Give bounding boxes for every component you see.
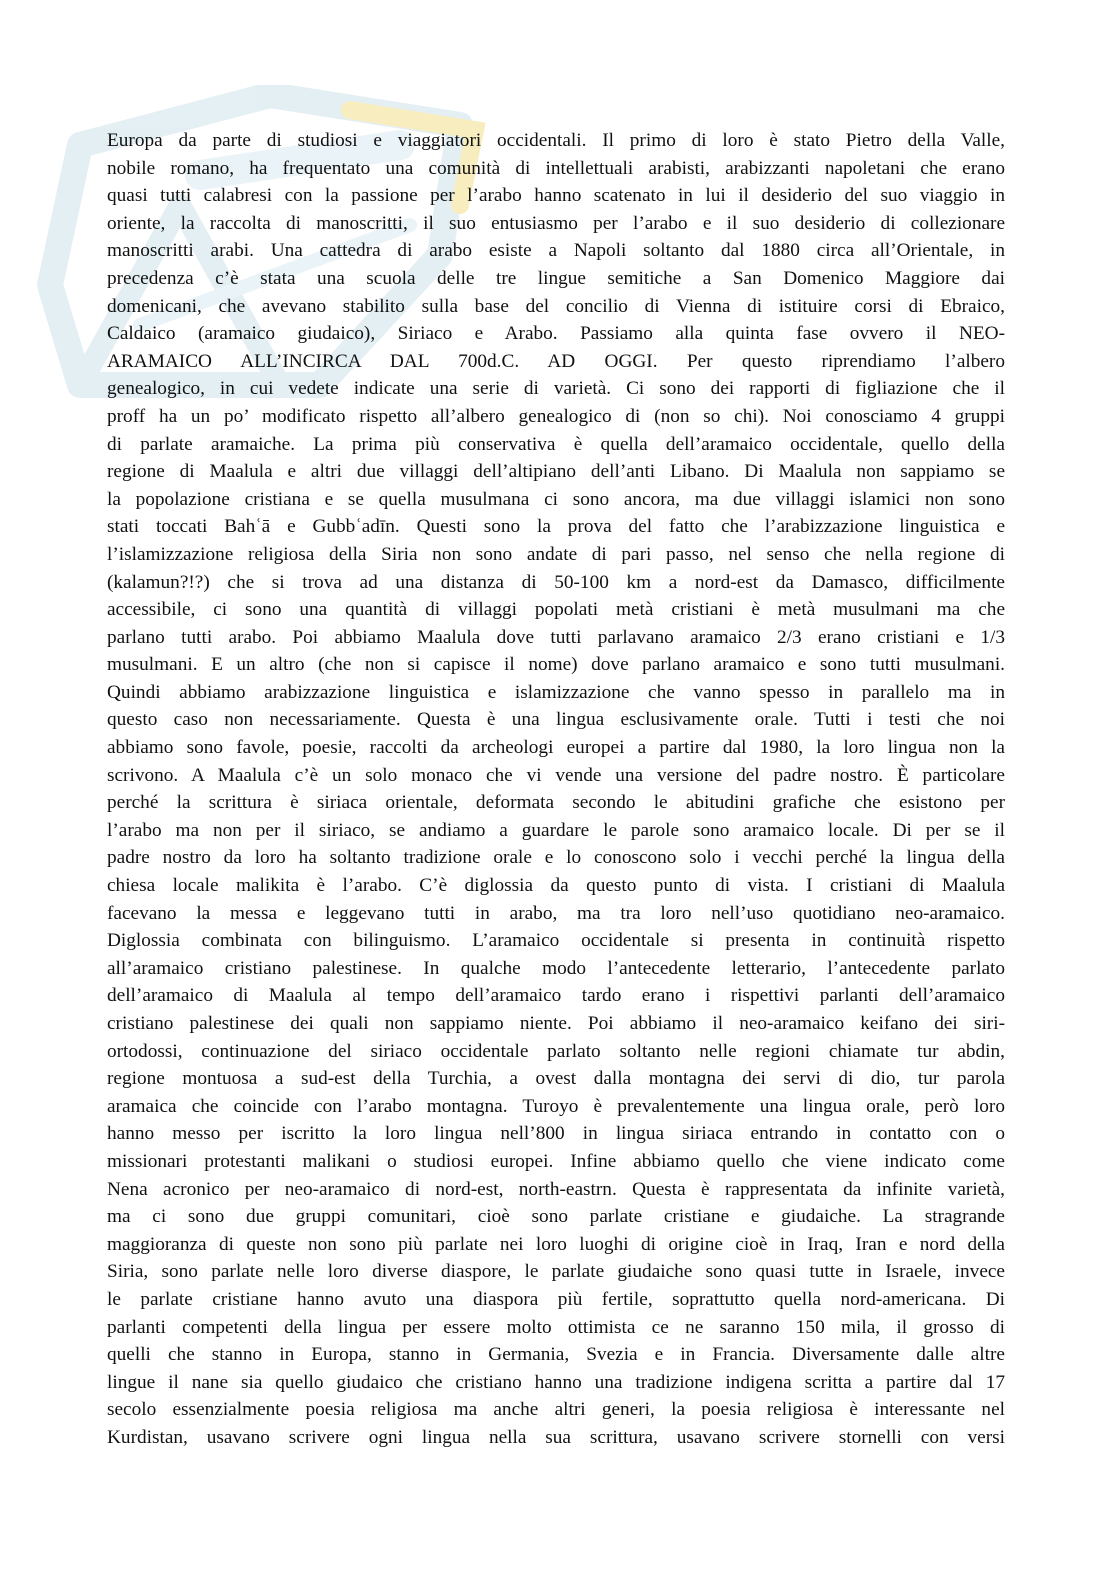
text-line: l’islamizzazione religiosa della Siria non sono andate di pari passo, nel senso che nella regione di: [107, 543, 1005, 565]
text-line: Europa da parte di studiosi e viaggiatori occidentali. Il primo di loro è stato Pietro della Valle,: [107, 130, 1005, 151]
text-line: all’aramaico cristiano palestinese. In qualche modo l’antecedente letterario, l’antecedente parlato: [107, 957, 1005, 979]
text-line: stati toccati Bahʿā e Gubbʿadīn. Questi sono la prova del fatto che l’arabizzazione linguistica e: [107, 516, 1005, 538]
text-line: Quindi abbiamo arabizzazione linguistica e islamizzazione che vanno spesso in parallelo ma in: [107, 681, 1005, 703]
text-line: parlanti competenti della lingua per essere molto ottimista ce ne saranno 150 mila, il grosso di: [107, 1316, 1005, 1338]
text-line: abbiamo sono favole, poesie, raccolti da archeologi europei a partire dal 1980, la loro lingua non la: [107, 737, 1005, 759]
text-line: ARAMAICO ALL’INCIRCA DAL 700d.C. AD OGGI. Per questo riprendiamo l’albero: [107, 350, 1005, 372]
text-line: parlano tutti arabo. Poi abbiamo Maalula dove tutti parlavano aramaico 2/3 erano cristiani e 1/3: [107, 626, 1005, 648]
text-line: regione di Maalula e altri due villaggi dell’altipiano dell’anti Libano. Di Maalula non sappiamo se: [107, 461, 1005, 483]
text-line: secolo essenzialmente poesia religiosa ma anche altri generi, la poesia religiosa è interessante nel: [107, 1399, 1005, 1421]
text-line: la popolazione cristiana e se quella musulmana ci sono ancora, ma due villaggi islamici non sono: [107, 488, 1005, 510]
text-line: perché la scrittura è siriaca orientale, deformata secondo le abitudini grafiche che esistono per: [107, 792, 1005, 814]
text-line: missionari protestanti malikani o studiosi europei. Infine abbiamo quello che viene indicato come: [107, 1150, 1005, 1172]
text-line: nobile romano, ha frequentato una comunità di intellettuali arabisti, arabizzanti napoletani che erano: [107, 157, 1005, 179]
text-line: manoscritti arabi. Una cattedra di arabo esiste a Napoli soltanto dal 1880 circa all’Orientale, in: [107, 240, 1005, 262]
text-line: questo caso non necessariamente. Questa è una lingua esclusivamente orale. Tutti i testi che noi: [107, 709, 1005, 731]
text-line: proff ha un po’ modificato rispetto all’albero genealogico di (non so chi). Noi conosciamo 4 gruppi: [107, 405, 1005, 427]
text-line: oriente, la raccolta di manoscritti, il suo entusiasmo per l’arabo e il suo desiderio di collezionare: [107, 212, 1005, 234]
text-line: genealogico, in cui vedete indicate una serie di varietà. Ci sono dei rapporti di figliazione che il: [107, 378, 1005, 400]
text-line: musulmani. E un altro (che non si capisce il nome) dove parlano aramaico e sono tutti musulmani.: [107, 654, 1005, 676]
text-line: Caldaico (aramaico giudaico), Siriaco e Arabo. Passiamo alla quinta fase ovvero il NEO-: [107, 323, 1005, 345]
text-line: Siria, sono parlate nelle loro diverse diaspore, le parlate giudaiche sono quasi tutte in Israele, invece: [107, 1261, 1005, 1283]
text-line: Kurdistan, usavano scrivere ogni lingua nella sua scrittura, usavano scrivere stornelli con versi: [107, 1426, 1005, 1448]
text-line: hanno messo per iscritto la loro lingua nell’800 in lingua siriaca entrando in contatto con o: [107, 1123, 1005, 1145]
text-line: maggioranza di queste non sono più parlate nei loro luoghi di origine cioè in Iraq, Iran e nord della: [107, 1233, 1005, 1255]
text-line: Diglossia combinata con bilinguismo. L’aramaico occidentale si presenta in continuità rispetto: [107, 930, 1005, 952]
document-body: [107, 127, 1005, 1452]
text-line: ortodossi, continuazione del siriaco occidentale parlato soltanto nelle regioni chiamate tur abdin,: [107, 1040, 1005, 1062]
text-line: aramaica che coincide con l’arabo montagna. Turoyo è prevalentemente una lingua orale, però loro: [107, 1095, 1005, 1117]
text-line: lingue il nane sia quello giudaico che cristiano hanno una tradizione indigena scritta a partire dal 17: [107, 1371, 1005, 1393]
text-line: Nena acronico per neo-aramaico di nord-est, north-eastrn. Questa è rappresentata da infinite varietà,: [107, 1178, 1005, 1200]
text-line: ma ci sono due gruppi comunitari, cioè sono parlate cristiane e giudaiche. La stragrande: [107, 1206, 1005, 1228]
text-line: regione montuosa a sud-est della Turchia, a ovest dalla montagna dei servi di dio, tur parola: [107, 1068, 1005, 1090]
text-line: domenicani, che avevano stabilito sulla base del concilio di Vienna di istituire corsi di Ebraico,: [107, 295, 1005, 317]
text-line: padre nostro da loro ha soltanto tradizione orale e lo conoscono solo i vecchi perché la lingua della: [107, 847, 1005, 869]
text-line: facevano la messa e leggevano tutti in arabo, ma tra loro nell’uso quotidiano neo-aramaico.: [107, 902, 1005, 924]
text-line: quasi tutti calabresi con la passione per l’arabo hanno scatenato in lui il desiderio del suo viaggio in: [107, 185, 1005, 207]
text-line: dell’aramaico di Maalula al tempo dell’aramaico tardo erano i rispettivi parlanti dell’aramaico: [107, 985, 1005, 1007]
text-line: cristiano palestinese dei quali non sappiamo niente. Poi abbiamo il neo-aramaico keifano dei siri-: [107, 1013, 1005, 1034]
text-line: chiesa locale malikita è l’arabo. C’è diglossia da questo punto di vista. I cristiani di Maalula: [107, 875, 1005, 897]
text-line: le parlate cristiane hanno avuto una diaspora più fertile, soprattutto quella nord-americana. Di: [107, 1288, 1005, 1310]
text-line: (kalamun?!?) che si trova ad una distanza di 50-100 km a nord-est da Damasco, difficilmente: [107, 571, 1005, 593]
text-line: l’arabo ma non per il siriaco, se andiamo a guardare le parole sono aramaico locale. Di per se il: [107, 819, 1005, 841]
text-line: accessibile, ci sono una quantità di villaggi popolati metà cristiani è metà musulmani ma che: [107, 599, 1005, 621]
text-line: di parlate aramaiche. La prima più conservativa è quella dell’aramaico occidentale, quello della: [107, 433, 1005, 455]
text-line: quelli che stanno in Europa, stanno in Germania, Svezia e in Francia. Diversamente dalle altre: [107, 1344, 1005, 1366]
text-line: scrivono. A Maalula c’è un solo monaco che vi vende una versione del padre nostro. È particolare: [107, 764, 1005, 786]
text-line: precedenza c’è stata una scuola delle tre lingue semitiche a San Domenico Maggiore dai: [107, 267, 1005, 289]
